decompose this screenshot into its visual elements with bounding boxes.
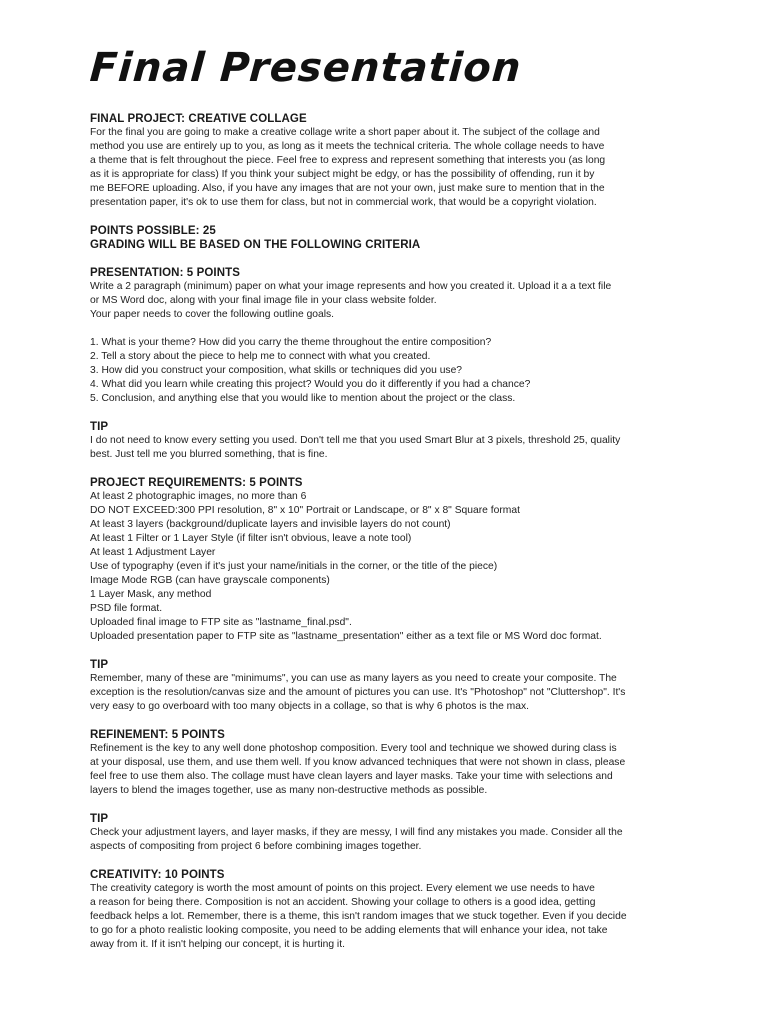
paragraph-line: The creativity category is worth the most amount of points on this project. Every element we use needs to have: [90, 883, 595, 894]
paragraph-line: or MS Word doc, along with your final image file in your class website folder.: [90, 295, 437, 306]
requirement-item: 1 Layer Mask, any method: [90, 589, 212, 600]
section-tip-2: [90, 658, 730, 714]
section-heading: FINAL PROJECT: CREATIVE COLLAGE: [90, 113, 307, 125]
paragraph-line: a theme that is felt throughout the piece. Feel free to express and represent something that interests you (as long: [90, 155, 606, 166]
paragraph-line: aspects of compositing from project 6 before combining images together.: [90, 841, 422, 852]
paragraph-line: method you use are entirely up to you, as long as it meets the technical criteria. The whole collage needs to have: [90, 141, 605, 152]
outline-item: 2. Tell a story about the piece to help me to connect with what you created.: [90, 351, 431, 362]
section-heading: REFINEMENT: 5 POINTS: [90, 729, 225, 741]
requirement-item: DO NOT EXCEED:300 PPI resolution, 8" x 10" Portrait or Landscape, or 8" x 8" Square format: [90, 505, 520, 516]
paragraph-line: best. Just tell me you blurred something, that is fine.: [90, 449, 328, 460]
paragraph-line: a reason for being there. Composition is not an accident. Showing your collage to others is a good idea, getting: [90, 897, 596, 908]
paragraph-line: as it is appropriate for class) If you think your subject might be edgy, or has the possibility of offending, run it by: [90, 169, 595, 180]
section-intro: [90, 112, 730, 210]
section-requirements: [90, 476, 730, 644]
requirement-item: Uploaded presentation paper to FTP site as "lastname_presentation" either as a text file or MS Word doc format.: [90, 631, 602, 642]
paragraph-line: to go for a photo realistic looking composite, you need to be adding elements that will enhance your idea, not take: [90, 925, 608, 936]
requirement-item: Uploaded final image to FTP site as "lastname_final.psd".: [90, 617, 352, 628]
paragraph-line: feel free to use them also. The collage must have clean layers and layer masks. Take your time with selections and: [90, 771, 613, 782]
section-creativity: [90, 868, 730, 952]
requirement-item: Image Mode RGB (can have grayscale components): [90, 575, 330, 586]
requirement-item: At least 1 Adjustment Layer: [90, 547, 216, 558]
paragraph-line: exception is the resolution/canvas size and the amount of pictures you can use. It's "Photoshop" not "Cluttershop". It's: [90, 687, 626, 698]
paragraph-line: For the final you are going to make a creative collage write a short paper about it. The subject of the collage and: [90, 127, 600, 138]
paragraph-line: Refinement is the key to any well done photoshop composition. Every tool and technique we showed during class is: [90, 743, 617, 754]
paragraph-line: me BEFORE uploading. Also, if you have any images that are not your own, just make sure to mention that in the: [90, 183, 605, 194]
paragraph-line: layers to blend the images together, use as many non-destructive methods as possible.: [90, 785, 488, 796]
paragraph-line: Write a 2 paragraph (minimum) paper on what your image represents and how you created it. Upload it a a text file: [90, 281, 612, 292]
section-heading: CREATIVITY: 10 POINTS: [90, 869, 225, 881]
page-title: Final Presentation: [88, 45, 524, 91]
outline-item: 3. How did you construct your composition, what skills or techniques did you use?: [90, 365, 463, 376]
paragraph-line: Check your adjustment layers, and layer masks, if they are messy, I will find any mistakes you made. Consider all the: [90, 827, 623, 838]
paragraph-line: Remember, many of these are "minimums", you can use as many layers as you need to create your composite. The: [90, 673, 617, 684]
requirement-item: Use of typography (even if it's just your name/initials in the corner, or the title of the piece): [90, 561, 498, 572]
section-points: [90, 224, 730, 252]
paragraph-line: at your disposal, use them, and use them well. If you know advanced techniques that were not shown in class, please: [90, 757, 626, 768]
paragraph-line: Your paper needs to cover the following outline goals.: [90, 309, 335, 320]
points-possible-heading: POINTS POSSIBLE: 25: [90, 225, 216, 237]
requirement-item: At least 2 photographic images, no more than 6: [90, 491, 307, 502]
section-heading: TIP: [90, 813, 109, 825]
paragraph-line: very easy to go overboard with too many objects in a collage, so that is why 6 photos is the max.: [90, 701, 529, 712]
section-heading: TIP: [90, 659, 109, 671]
paragraph-line: away from it. If it isn't helping our concept, it is hurting it.: [90, 939, 345, 950]
requirement-item: At least 1 Filter or 1 Layer Style (if filter isn't obvious, leave a note tool): [90, 533, 412, 544]
outline-item: 4. What did you learn while creating this project? Would you do it differently if you had a chance?: [90, 379, 531, 390]
section-tip-1: [90, 420, 730, 462]
section-heading: PRESENTATION: 5 POINTS: [90, 267, 241, 279]
document-page: [90, 44, 730, 966]
paragraph-line: presentation paper, it's ok to use them for class, but not in commercial work, that would be a copyright violation.: [90, 197, 597, 208]
section-heading: TIP: [90, 421, 109, 433]
section-presentation: [90, 266, 730, 406]
requirement-item: At least 3 layers (background/duplicate layers and invisible layers do not count): [90, 519, 451, 530]
grading-criteria-heading: GRADING WILL BE BASED ON THE FOLLOWING CRITERIA: [90, 239, 421, 251]
outline-item: 5. Conclusion, and anything else that you would like to mention about the project or the class.: [90, 393, 516, 404]
paragraph-line: I do not need to know every setting you used. Don't tell me that you used Smart Blur at 3 pixels, threshold 25, quality: [90, 435, 621, 446]
section-heading: PROJECT REQUIREMENTS: 5 POINTS: [90, 477, 303, 489]
outline-item: 1. What is your theme? How did you carry the theme throughout the entire composition?: [90, 337, 492, 348]
paragraph-line: feedback helps a lot. Remember, there is a theme, this isn't random images that we stuck together. Even if you decide: [90, 911, 627, 922]
requirement-item: PSD file format.: [90, 603, 163, 614]
section-tip-3: [90, 812, 730, 854]
section-refinement: [90, 728, 730, 798]
